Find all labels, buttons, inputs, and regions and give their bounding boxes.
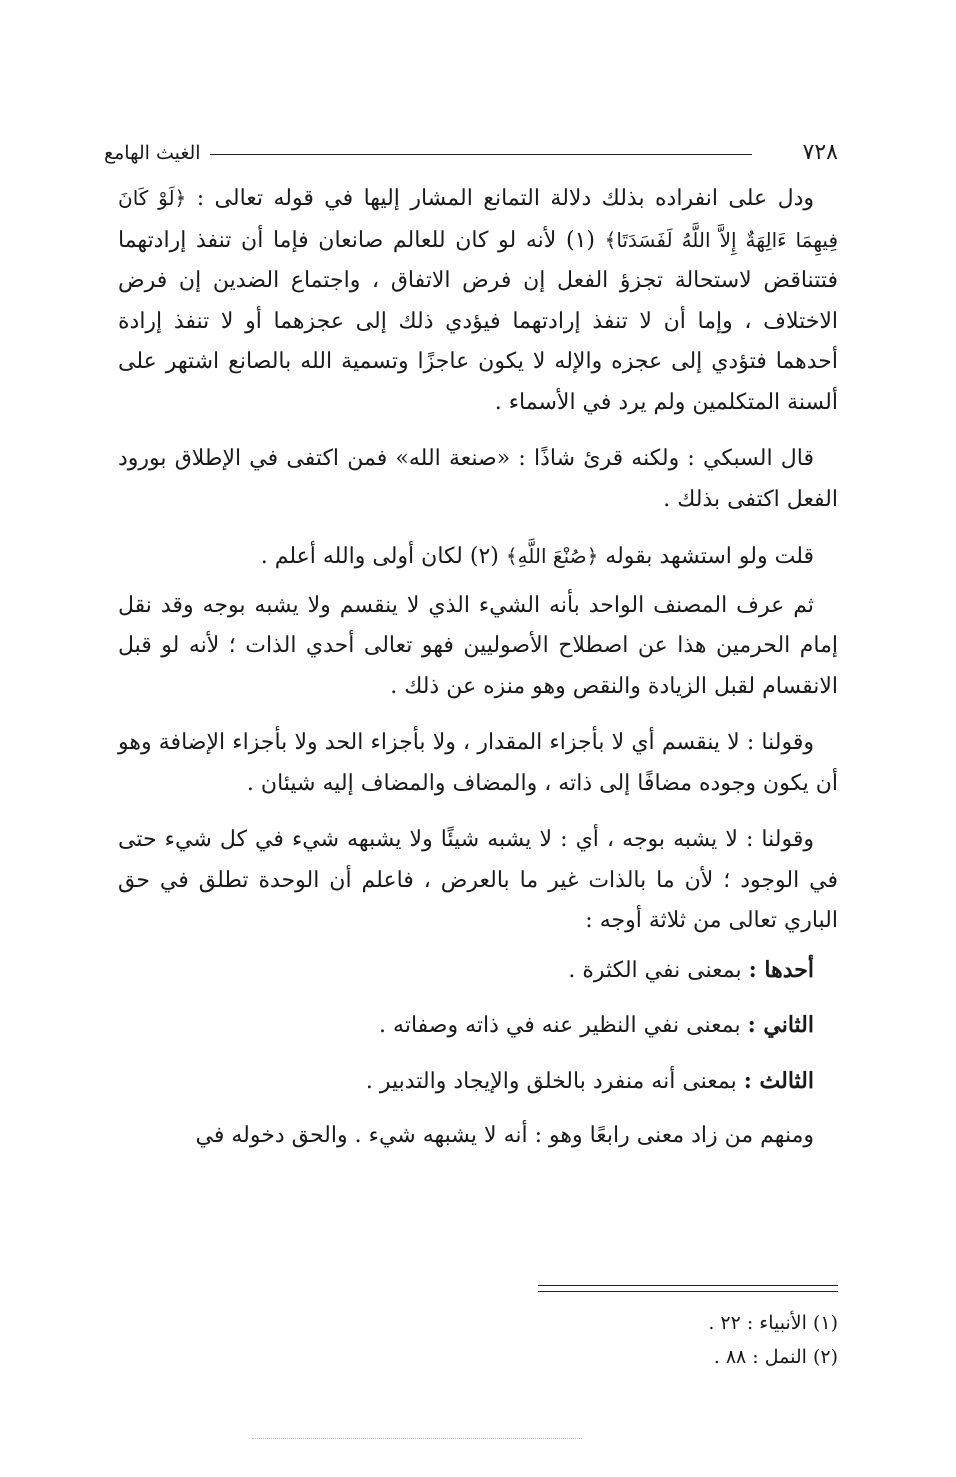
text-run: ثم عرف المصنف الواحد بأنه الشيء الذي لا ينقسم ولا يشبه بوجه وقد نقل إمام الحرمين هذا عن اصطلاح الأصوليين فهو تعالى أحدي الذات ؛ لأنه لو قبل الانقسام لقبل الزيادة والنقص وهو منزه عن ذلك . — [118, 592, 838, 699]
text-run: وقولنا : لا ينقسم أي لا بأجزاء المقدار ، ولا بأجزاء الحد ولا بأجزاء الإضافة وهو أن يكون وجوده مضافًا إلى ذاته ، والمضاف والمضاف إليه شيئان . — [118, 730, 838, 796]
text-run: قلت ولو استشهد بقوله — [598, 544, 814, 569]
list-label: الثاني : — [747, 1012, 814, 1038]
text-run: ومنهم من زاد معنى رابعًا وهو : أنه لا يشبهه شيء . والحق دخوله في — [195, 1123, 814, 1148]
list-item-2 — [118, 1005, 838, 1047]
paragraph-2 — [118, 439, 838, 520]
list-label: أحدها : — [748, 956, 814, 983]
list-text: بمعنى أنه منفرد بالخلق والإيجاد والتدبير . — [365, 1068, 744, 1094]
text-run: ودل على انفراده بذلك دلالة التمانع المشار إليها في قوله تعالى : — [186, 186, 815, 211]
list-label: الثالث : — [743, 1067, 814, 1094]
footnote-separator — [538, 1285, 838, 1292]
scan-artifact-line — [252, 1438, 582, 1440]
list-item-3 — [118, 1061, 838, 1103]
quran-verse: ﴿صُنْعَ اللَّهِ﴾ — [505, 544, 599, 568]
running-title: الغيث الهامع — [104, 142, 201, 164]
paragraph-4 — [118, 586, 838, 708]
paragraph-6 — [118, 820, 838, 942]
text-run: (١) لأنه لو كان للعالم صانعان فإما أن تنفذ إرادتهما فتتناقض لاستحالة تجزؤ الفعل إن فرض الاتفاق ، واجتماع الضدين إن فرض الاختلاف ، وإما أن لا تنفذ إرادتهما فيؤدي ذلك إلى عجزهما أو لا تنفذ إرادة أحدهما فتؤدي إلى عجزه والإله لا يكون عاجزًا وتسمية الله بالصانع اشتهر على ألسنة المتكلمين ولم يرد في الأسماء . — [118, 227, 838, 415]
paragraph-7 — [118, 1116, 838, 1157]
paragraph-5 — [118, 723, 838, 804]
text-run: وقولنا : لا يشبه بوجه ، أي : لا يشبه شيئًا ولا يشبهه شيء في كل شيء حتى في الوجود ؛ لأن ما بالذات غير ما بالعرض ، فاعلم أن الوحدة تطلق في حق الباري تعالى من ثلاثة أوجه : — [118, 827, 838, 933]
list-text: بمعنى نفي الكثرة . — [568, 957, 749, 983]
header-rule — [210, 154, 752, 155]
paragraph-1 — [118, 178, 838, 423]
list-item-1 — [118, 950, 838, 992]
footnote-1: (١) الأنبياء : ٢٢ . — [708, 1312, 838, 1334]
text-run: قال السبكي : ولكنه قرئ شاذًا : «صنعة الله» فمن اكتفى في الإطلاق بورود الفعل اكتفى بذلك . — [118, 446, 838, 512]
page-number: ٧٢٨ — [802, 140, 838, 165]
footnotes — [238, 1306, 838, 1374]
quran-verse: ﴿لَوْ كَانَ فِيهِمَا ءَالِهَةٌ إِلاَّ اللَّهُ لَفَسَدَتَا﴾ — [118, 186, 839, 252]
page-header — [104, 138, 838, 174]
footnote-2: (٢) النمل : ٨٨ . — [713, 1346, 838, 1368]
list-text: بمعنى نفي النظير عنه في ذاته وصفاته . — [379, 1013, 748, 1038]
main-text — [118, 178, 838, 1173]
paragraph-3 — [118, 536, 838, 578]
text-run: (٢) لكان أولى والله أعلم . — [260, 544, 506, 569]
